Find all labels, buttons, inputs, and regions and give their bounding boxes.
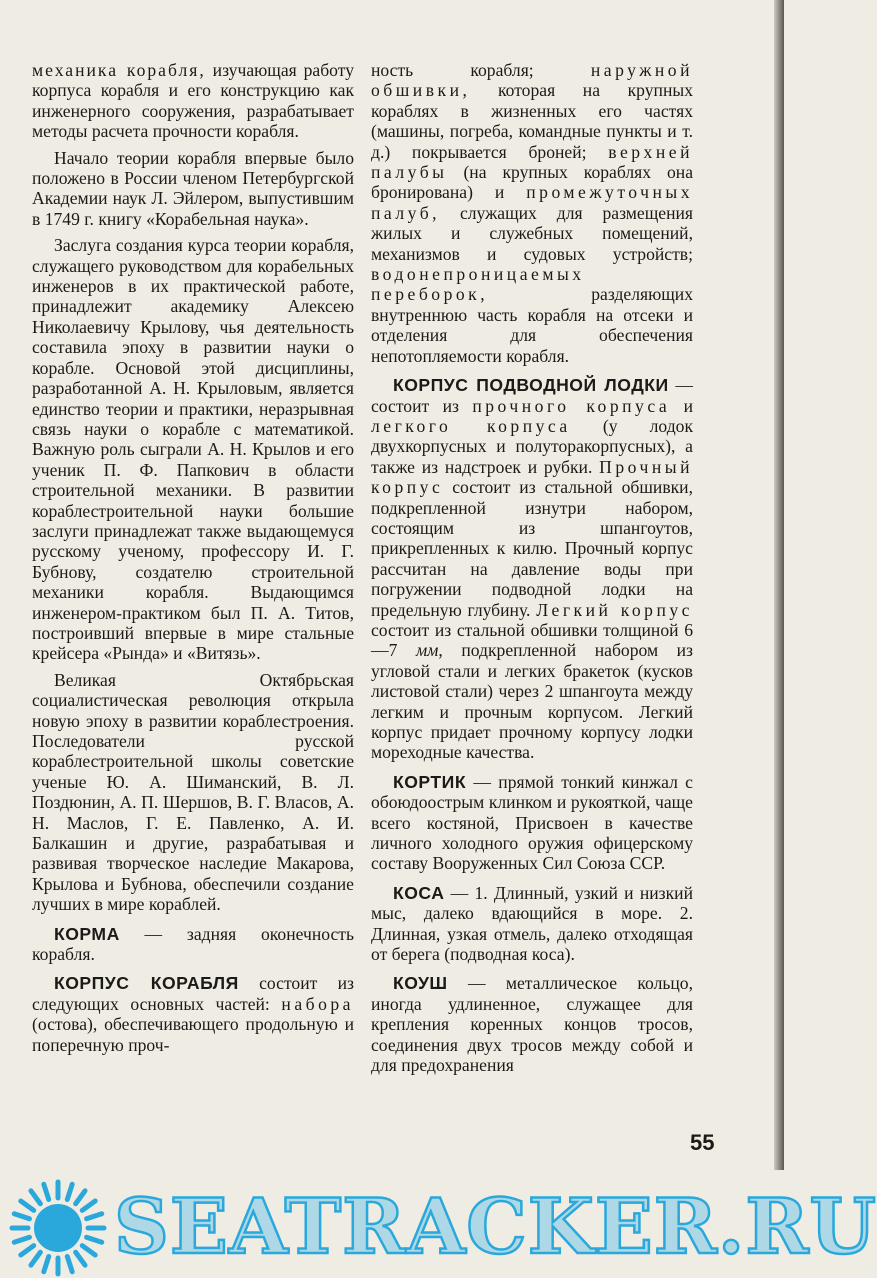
sun-ray (21, 1201, 34, 1210)
paragraph-euler: Начало теории корабля впервые было положено в России членом Петербургской Академии наук Л. Эйлером, выпустившим в 1749 г. книгу «Корабельная наука». (32, 147, 354, 229)
sun-ray (76, 1252, 85, 1265)
right-column (371, 60, 693, 1082)
spaced-text: наружной обшивки, (371, 60, 693, 101)
entry-kortik (371, 772, 693, 874)
entry-text: — 1. Длинный, узкий и низкий мыс, далеко вдающийся в море. 2. Длинная, узкая отмель, далеко отходящая от берега (подводная коса). (371, 882, 693, 965)
sun-ray (14, 1214, 29, 1219)
sun-ray (76, 1191, 85, 1204)
sun-ray (14, 1237, 29, 1242)
sun-ray (87, 1214, 102, 1219)
spaced-text: Легкий корпус (536, 599, 693, 620)
spaced-text: Прочный корпус (371, 456, 693, 498)
entry-koush (371, 973, 693, 1075)
paragraph-text: изучающая работу корпуса корабля и его конструкцию как инженерного сооружения, разрабатывает методы расчета прочности корабля. (32, 60, 355, 142)
entry-text: — задняя оконечность корабля. (32, 923, 354, 965)
entry-korpus-korablya (32, 973, 354, 1055)
entry-text: — металлическое кольцо, иногда удлиненное, служащее для крепления коренных концов тросов, соединения двух тросов между собой и для предохранения (371, 973, 693, 1076)
sun-ray (31, 1191, 40, 1204)
page-number: 55 (690, 1130, 715, 1155)
entry-term: КОРТИК (393, 771, 467, 792)
sun-ray (21, 1246, 34, 1255)
spaced-text: механика корабля, (32, 60, 206, 80)
entry-text: служащих для размещения жилых и служебных помещений, механизмов и судовых устройств; (371, 202, 693, 264)
sun-ray (44, 1184, 49, 1199)
entry-text: и (670, 395, 693, 416)
paragraph-continuation (371, 60, 693, 366)
entry-text: — прямой тонкий кинжал с обоюдоострым клинком и рукояткой, чаще всего костяной, Присвоен в качестве личного холодного оружия офицерскому составу Вооруженных Сил Союза ССР. (371, 771, 693, 874)
entry-text: , подкрепленной набором из угловой стали и легких бракеток (кусков листовой стали) через 2 шпангоута между легким и прочным корпусом. Легкий корпус придает прочному корпусу лодки мореходные качества. (371, 640, 693, 763)
left-column (32, 60, 354, 1061)
sun-ray (44, 1257, 49, 1272)
entry-korpus-podlodki (371, 375, 693, 763)
spaced-text: водонепроницаемых переборок, (371, 264, 585, 305)
entry-term: КОСА (393, 882, 445, 903)
entry-text: (остова), обеспечивающего продольную и поперечную проч- (32, 1014, 354, 1055)
sun-ray (67, 1184, 72, 1199)
sun-ray (82, 1246, 95, 1255)
entry-text: разделяющих внутреннюю часть корабля на отсеки и отделения для обеспечения непотопляемости корабля. (371, 284, 693, 366)
sun-core (34, 1204, 82, 1252)
spaced-text: верхней палубы (371, 141, 693, 183)
entry-text: (у лодок двухкорпусных и полуторакорпусных), а также из надстроек и рубки. (371, 415, 693, 477)
spaced-text: прочного корпуса (472, 395, 671, 416)
sun-ray (67, 1257, 72, 1272)
entry-korma (32, 924, 354, 965)
paragraph-intro (32, 60, 354, 142)
spaced-text: легкого корпуса (371, 415, 571, 436)
spaced-text: набора (281, 993, 354, 1014)
paragraph-october: Великая Октябрьская социалистическая революция открыла новую эпоху в развитии кораблестроения. Последователи русской кораблестроительной школы советские ученые Ю. А. Шиманский, В. Л. Поздюнин, А. П. Шершов, В. Г. Власов, А. Н. Маслов, Г. Е. Павленко, А. И. Балкашин и другие, разрабатывая и развивая творческое наследие Макарова, Крылова и Бубнова, обеспечили создание лучших в мире кораблей. (32, 669, 354, 915)
unit-text: мм (415, 640, 439, 661)
entry-term: КОРМА (54, 923, 120, 944)
entry-term: КОРПУС КОРАБЛЯ (54, 973, 239, 994)
entry-text: состоит из следующих основных частей: (32, 973, 354, 1014)
page-edge-shadow (774, 0, 784, 1170)
entry-term: КОУШ (393, 973, 448, 994)
spaced-text: промежуточных палуб, (371, 182, 693, 223)
entry-kosa (371, 883, 693, 965)
entry-term: КОРПУС ПОДВОДНОЙ ЛОДКИ (393, 375, 669, 396)
entry-text: ность корабля; (371, 60, 591, 80)
entry-text: состоит из стальной обшивки, подкрепленной изнутри набором, состоящим из шпангоутов, прикрепленных к килю. Прочный корпус рассчитан на давление воды при погружении подводной лодки на предельную глубину. (371, 477, 693, 620)
entry-text: — состоит из (371, 375, 693, 416)
paragraph-krylov: Заслуга создания курса теории корабля, служащего руководством для корабельных инженеров в их практической работе, принадлежит академику Алексею Николаевичу Крылову, чья деятельность составила эпоху в развитии науки о корабле. Основой этой дисциплины, разработанной А. Н. Крыловым, является единство теории и практики, неразрывная связь науки о корабле с математикой. Важную роль сыграли А. Н. Крылов и его ученик П. Ф. Папкович в области строительной механики. В развитии кораблестроительной науки большие заслуги принадлежат также выдающемуся русскому ученому, профессору И. Г. Бубнову, создателю строительной механики корабля. Выдающимся инженером-практиком был П. А. Титов, построивший впервые в мире стальные крейсера «Рында» и «Витязь». (32, 235, 354, 664)
watermark-text: SEATRACKER.RU (114, 1182, 877, 1271)
entry-text: состоит из стальной обшивки толщиной 6—7 (371, 619, 693, 661)
sun-ray (87, 1237, 102, 1242)
sun-ray (82, 1201, 95, 1210)
entry-text: (на крупных кораблях она бронирована) и (371, 162, 693, 203)
entry-text: которая на крупных кораблях в жизненных его частях (машины, погреба, командные пункты и т. д.) покрывается броней; (371, 80, 693, 162)
sun-ray (31, 1252, 40, 1265)
